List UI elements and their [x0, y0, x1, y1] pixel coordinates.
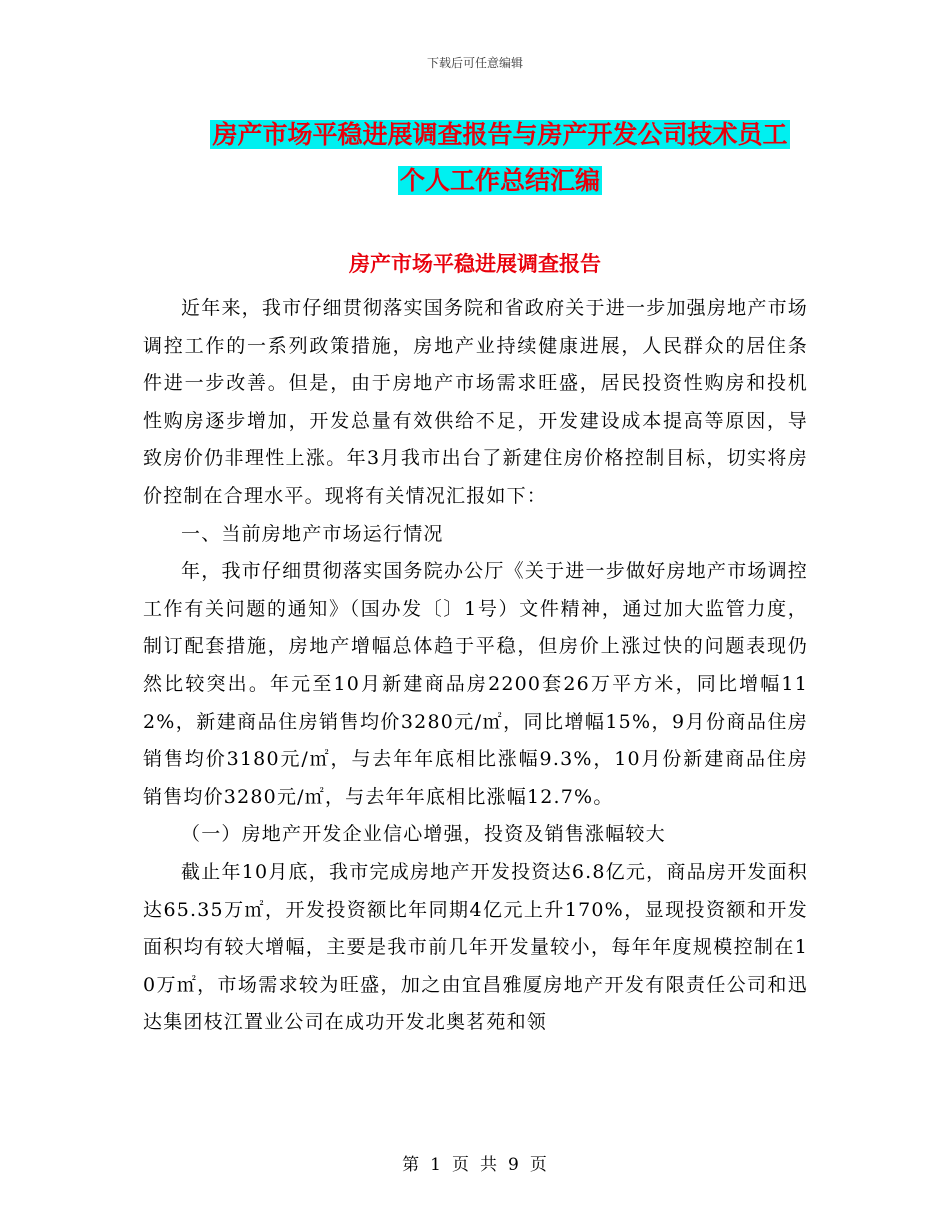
- footer-total-pages: 9: [508, 1155, 520, 1175]
- document-title: [140, 112, 860, 204]
- paragraph-intro: 近年来，我市仔细贯彻落实国务院和省政府关于进一步加强房地产市场调控工作的一系列政策措施，房地产业持续健康进展，人民群众的居住条件进一步改善。但是，由于房地产市场需求旺盛，居民投资性购房和投机性购房逐步增加，开发总量有效供给不足，开发建设成本提高等原因，导致房价仍非理性上涨。年3月我市出台了新建住房价格控制目标，切实将房价控制在合理水平。现将有关情况汇报如下：: [143, 297, 808, 507]
- document-title-line2: 个人工作总结汇编: [399, 166, 600, 195]
- footer-page-number: 1: [430, 1155, 442, 1175]
- footer-prefix: 第: [402, 1155, 421, 1175]
- footer-page-label: 页: [452, 1155, 470, 1175]
- document-title-line1: 房产市场平稳进展调查报告与房产开发公司技术员工: [212, 120, 788, 149]
- page-footer: [0, 1150, 950, 1175]
- paragraph-investment: 截止年10月底，我市完成房地产开发投资达6.8亿元，商品房开发面积达65.35万㎡，开发投资额比年同期4亿元上升170%，显现投资额和开发面积均有较大增幅，主要是我市前几年开发量较小，每年年度规模控制在10万㎡，市场需求较为旺盛，加之由宜昌雅厦房地产开发有限责任公司和迅达集团枝江置业公司在成功开发北奥茗苑和领: [143, 860, 808, 1034]
- section-title: 房产市场平稳进展调查报告: [349, 252, 601, 276]
- page-header-note: 下载后可任意编辑: [426, 56, 523, 70]
- document-body: [143, 290, 808, 1042]
- heading-current-situation: 一、当前房地产市场运行情况: [181, 522, 444, 545]
- paragraph-market-status: 年，我市仔细贯彻落实国务院办公厅《关于进一步做好房地产市场调控工作有关问题的通知》（国办发〔〕1号）文件精神，通过加大监管力度，制订配套措施，房地产增幅总体趋于平稳，但房价上涨过快的问题表现仍然比较突出。年元至10月新建商品房2200套26万平方米，同比增幅112%，新建商品住房销售均价3280元/㎡，同比增幅15%，9月份商品住房销售均价3180元/㎡，与去年年底相比涨幅9.3%，10月份新建商品住房销售均价3280元/㎡，与去年年底相比涨幅12.7%。: [143, 560, 808, 808]
- subheading-developer-confidence: （一）房地产开发企业信心增强，投资及销售涨幅较大: [181, 823, 666, 846]
- footer-total-prefix: 共: [480, 1155, 498, 1175]
- footer-suffix: 页: [529, 1155, 548, 1175]
